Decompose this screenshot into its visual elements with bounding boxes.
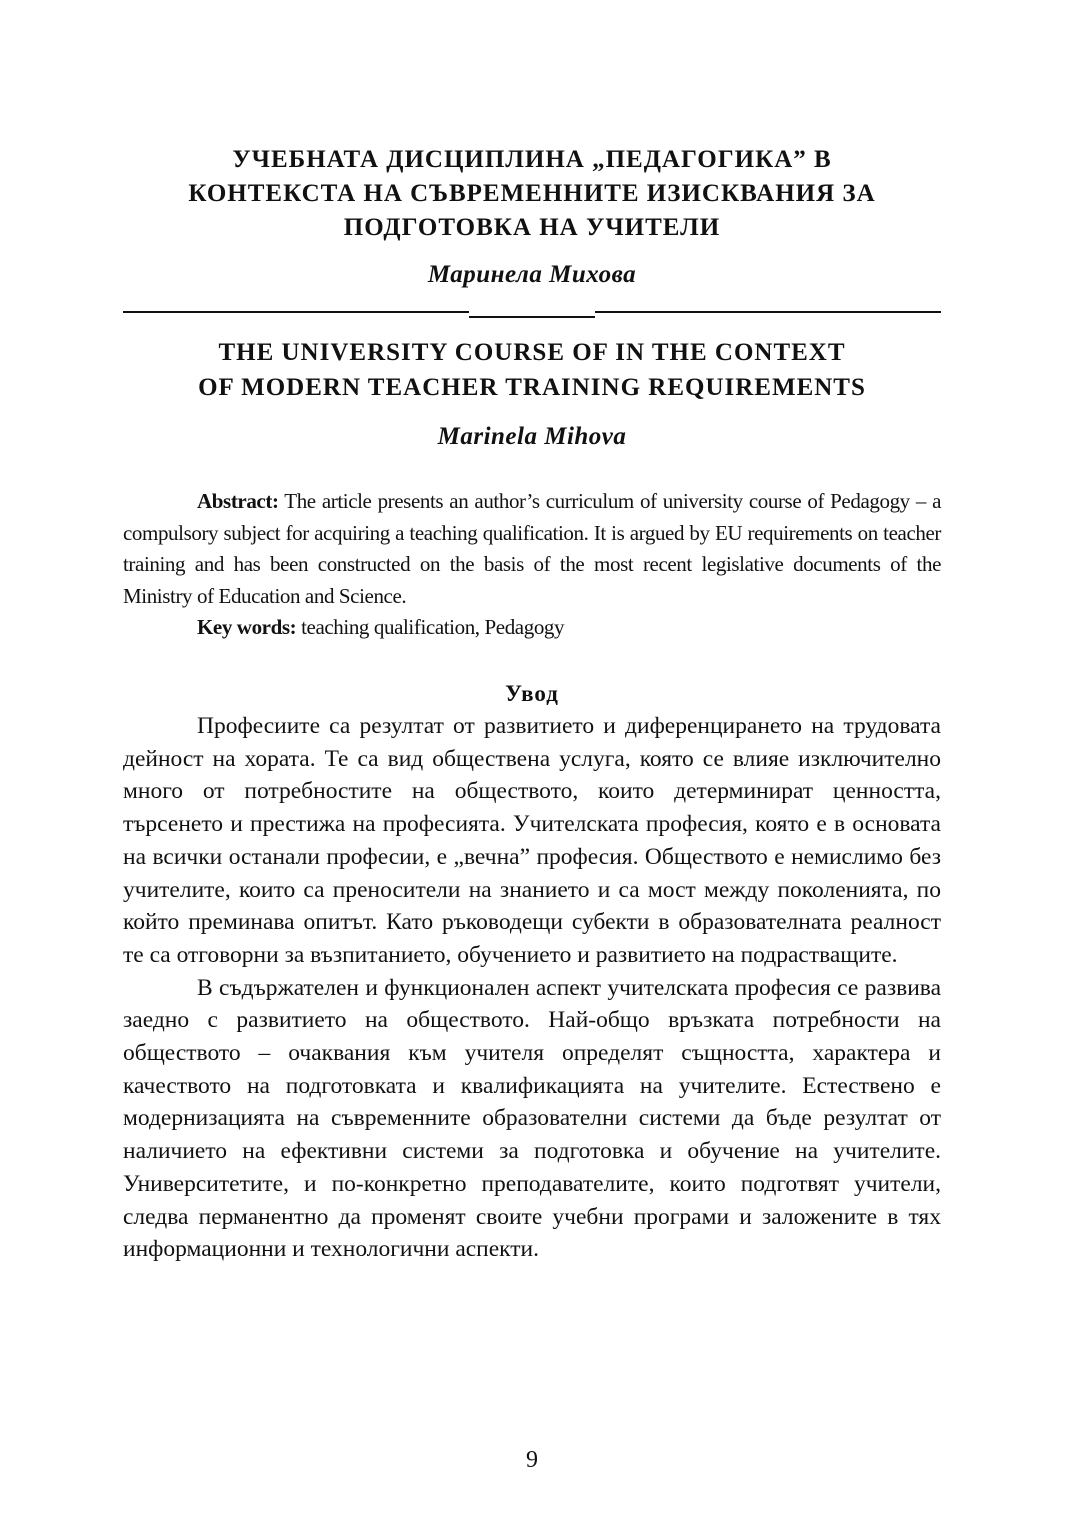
title-line: OF MODERN TEACHER TRAINING REQUIREMENTS [198, 374, 866, 401]
keywords-paragraph [123, 612, 941, 644]
article-title-english [123, 335, 941, 405]
abstract-paragraph [123, 486, 941, 612]
divider-gap [469, 311, 595, 313]
keywords-text: teaching qualification, Pedagogy [296, 615, 565, 639]
page-number: 9 [526, 1447, 538, 1473]
abstract-label: Abstract: [197, 489, 279, 513]
body-paragraph: Професиите са резултат от развитието и диференцирането на трудовата дейност на хората. Те са вид обществена услуга, която се влияе изключително много от потребностите на обществото, които детерминират ценността, търсенето и престижа на професията. Учителската професия, която е в основата на всички останали професии, е „вечна” професия. Обществото е немислимо без учителите, които са преносители на знанието и са мост между поколенията, по който преминава опитът. Като ръководещи субекти в образователната реалност те са отговорни за възпитанието, обучението и развитието на подрастващите. [123, 713, 941, 968]
divider-rule-offset [469, 316, 595, 318]
title-line: КОНТЕКСТА НА СЪВРЕМЕННИТЕ ИЗИСКВАНИЯ ЗА [188, 180, 876, 207]
article-title-bulgarian [123, 143, 941, 245]
abstract-text: The article presents an author’s curriculum of university course of Pedagogy – a compulsory subject for acquiring a teaching qualification. It is argued by EU requirements on teacher training and has been constructed on the basis of the most recent legislative documents of the Ministry of Education and Science. [123, 489, 941, 608]
author-name-bulgarian: Маринела Михова [427, 261, 637, 288]
keywords-label: Key words: [197, 615, 297, 639]
body-paragraph: В съдържателен и функционален аспект учителската професия се развива заедно с развитието на обществото. Най-общо връзката потребности на обществото – очаквания към учителя определят същността, характера и качеството на подготовката и квалификацията на учителите. Естествено е модернизацията на съвременните образователни системи да бъде резултат от наличието на ефективни системи за подготовка и обучение на учителите. Университетите, и по-конкретно преподавателите, които подготвят учители, следва перманентно да променят своите учебни програми и заложените в тях информационни и технологични аспекти. [123, 974, 941, 1263]
abstract-block [123, 486, 941, 644]
title-line: УЧЕБНАТА ДИСЦИПЛИНА „ПЕДАГОГИКА” В [232, 146, 832, 173]
author-name-english: Marinela Mihova [437, 423, 627, 450]
section-heading: Увод [505, 681, 559, 706]
title-line: ПОДГОТОВКА НА УЧИТЕЛИ [343, 214, 721, 241]
title-line: THE UNIVERSITY COURSE OF IN THE CONTEXT [218, 339, 846, 366]
body-text [123, 710, 941, 1266]
